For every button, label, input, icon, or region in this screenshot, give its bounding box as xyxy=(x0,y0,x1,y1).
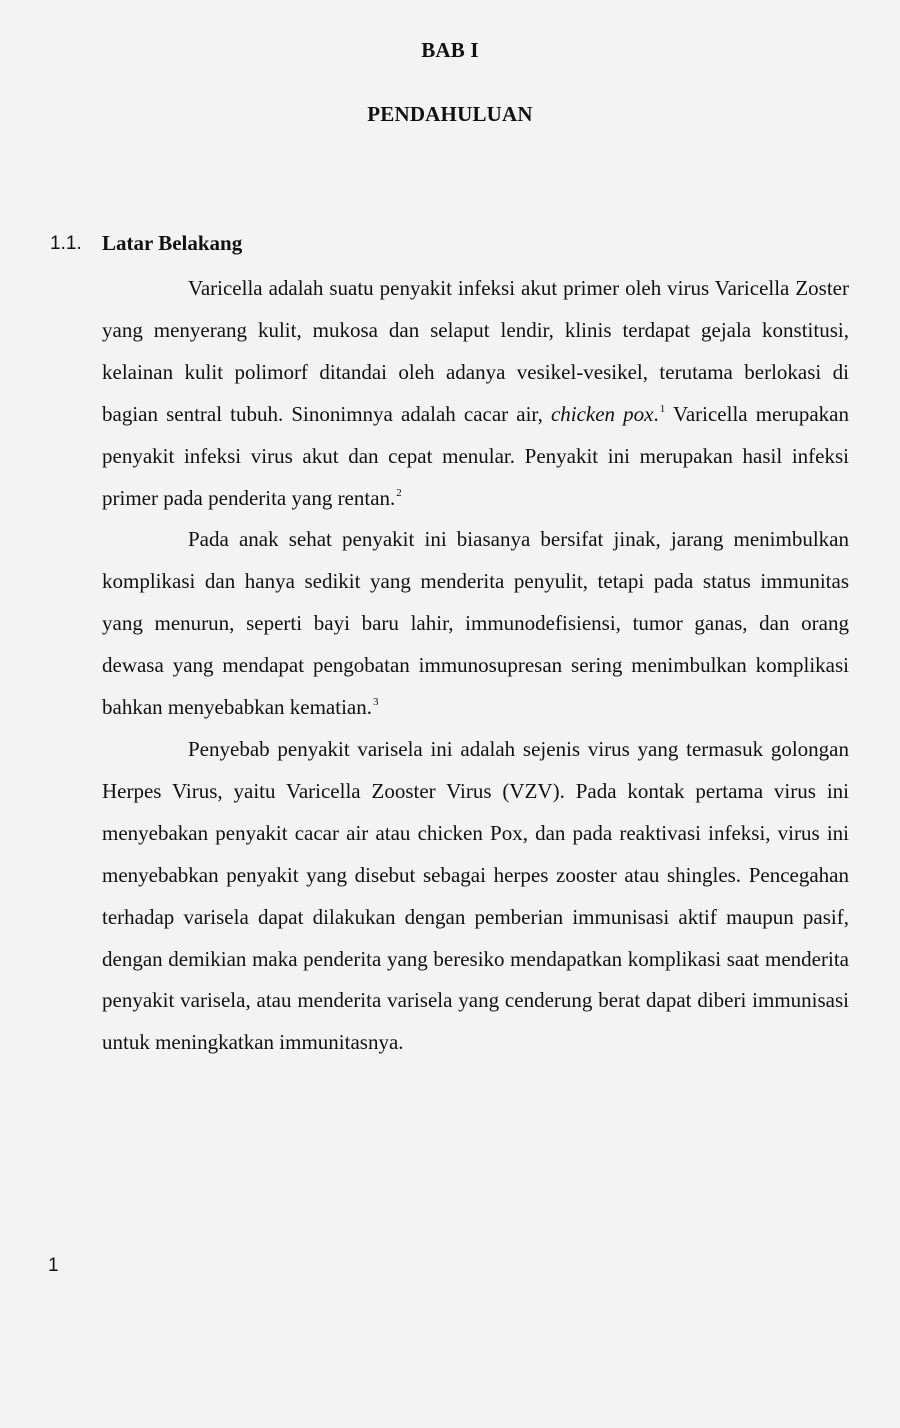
paragraph-1-text-c: Varicella merupakan penyakit infeksi virus akut dan cepat menular. Penyakit ini merupakan hasil infeksi primer pada penderita yang rentan. xyxy=(102,401,849,510)
paragraph-2 xyxy=(102,519,849,729)
page-number: 1 xyxy=(48,1255,59,1276)
paragraph-1-text-b: . xyxy=(653,401,659,426)
footnote-ref-3: 3 xyxy=(372,696,379,709)
paragraph-2-text: Pada anak sehat penyakit ini biasanya bersifat jinak, jarang menimbulkan komplikasi dan hanya sedikit yang menderita penyulit, tetapi pada status immunitas yang menurun, seperti bayi baru lahir, immunodefisiensi, tumor ganas, dan orang dewasa yang mendapat pengobatan immunosupresan sering menimbulkan komplikasi bahkan menyebabkan kematian. xyxy=(102,527,849,720)
footnote-ref-2: 2 xyxy=(396,486,402,499)
paragraph-3-text: Penyebab penyakit varisela ini adalah sejenis virus yang termasuk golongan Herpes Virus, yaitu Varicella Zooster Virus (VZV). Pada kontak pertama virus ini menyebakan penyakit cacar air atau chicken Pox, dan pada reaktivasi infeksi, virus ini menyebabkan penyakit yang disebut sebagai herpes zooster atau shingles. Pencegahan terhadap varisela dapat dilakukan dengan pemberian immunisasi aktif maupun pasif, dengan demikian maka penderita yang beresiko mendapatkan komplikasi saat menderita penyakit varisela, atau menderita varisela yang cenderung berat dapat diberi immunisasi untuk meningkatkan immunitasnya. xyxy=(102,736,849,1055)
body-text xyxy=(102,268,849,1064)
paragraph-1-text-a: Varicella adalah suatu penyakit infeksi akut primer oleh virus Varicella Zoster yang menyerang kulit, mukosa dan selaput lendir, klinis terdapat gejala konstitusi, kelainan kulit polimorf ditandai oleh adanya vesikel-vesikel, terutama berlokasi di bagian sentral tubuh. Sinonimnya adalah cacar air, xyxy=(102,276,849,426)
paragraph-1-italic: chicken pox xyxy=(550,401,654,426)
paragraph-1 xyxy=(102,268,849,519)
footnote-ref-1: 1 xyxy=(659,402,666,415)
paragraph-3 xyxy=(102,729,849,1064)
chapter-label: BAB I xyxy=(421,38,479,62)
section-title: Latar Belakang xyxy=(102,231,243,255)
chapter-title: PENDAHULUAN xyxy=(367,102,533,126)
section-number: 1.1. xyxy=(50,233,82,254)
